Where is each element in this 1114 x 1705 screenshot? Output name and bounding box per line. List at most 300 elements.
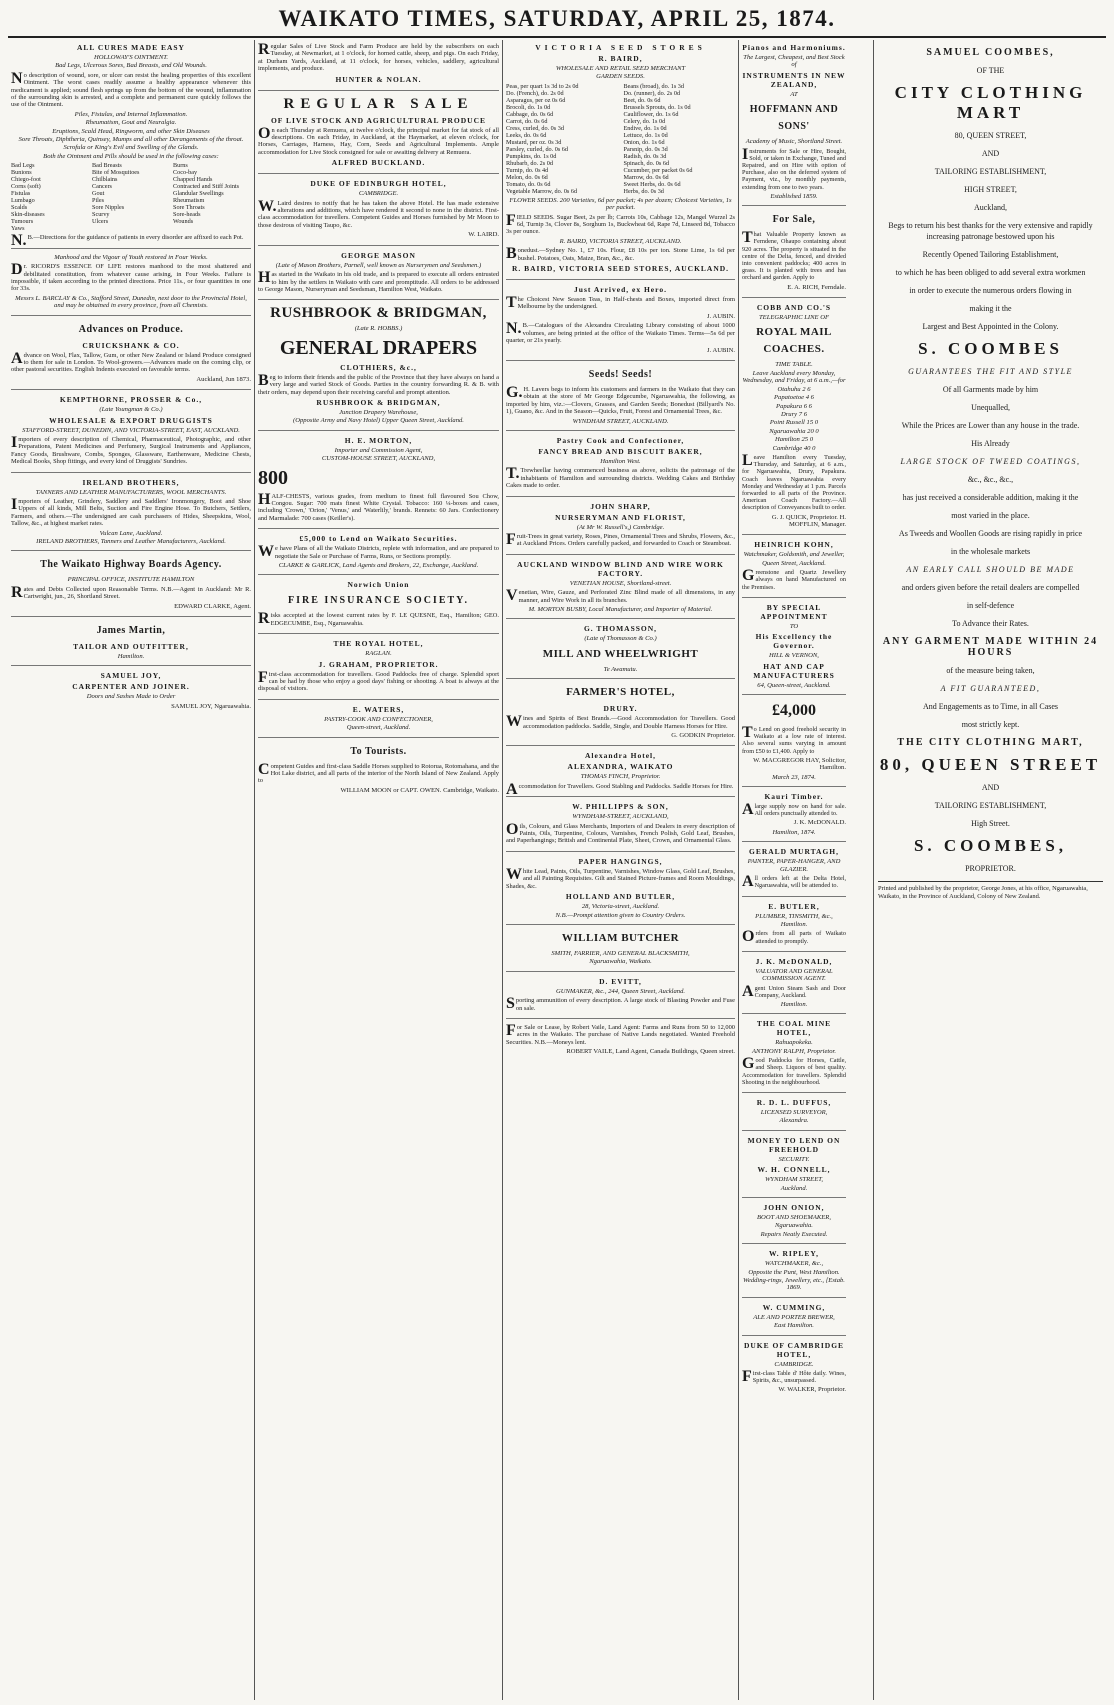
coombes-line: of the measure being taken, bbox=[946, 666, 1035, 675]
ad-title: PAINTER, PAPER-HANGER, AND GLAZIER. bbox=[747, 858, 841, 873]
for-sale-ad bbox=[742, 211, 846, 298]
ad-line: Bad Legs, Ulcerous Sores, Bad Breasts, and Old Wounds. bbox=[55, 62, 207, 70]
mcdonald-ad bbox=[742, 957, 846, 1015]
ad-signature: ANTHONY RALPH, Proprietor. bbox=[751, 1047, 837, 1055]
ad-subheading: Both the Ointment and Pills should be used in the following cases: bbox=[43, 152, 219, 160]
ad-address: Queen-street, Auckland. bbox=[346, 724, 411, 732]
ad-signature: M. MORTON BUSBY, Local Manufacturer, and Importer of Material. bbox=[528, 606, 713, 613]
ad-signature: W. MACGREGOR HAY, Solicitor, Hamilton. bbox=[753, 756, 846, 772]
ad-signature: J. AUBIN. bbox=[706, 312, 735, 320]
ad-line: Eruptions, Scald Head, Ringworm, and other Skin Diseases bbox=[52, 127, 210, 135]
disease-item: Skin-diseases bbox=[11, 211, 45, 219]
ad-body: Sporting ammunition of every description. A large stock of Blasting Powder and Fuse on sale. bbox=[506, 995, 735, 1013]
connell-ad bbox=[742, 1136, 846, 1198]
ad-address: STAFFORD-STREET, DUNEDIN, AND VICTORIA-STREET, EAST, AUCKLAND. bbox=[22, 426, 240, 434]
coombes-line: most varied in the place. bbox=[951, 511, 1030, 520]
ad-heading: REGULAR SALE bbox=[283, 95, 474, 112]
tourists-ad bbox=[258, 743, 499, 801]
time-table-row: Leave Auckland every Monday, Wednesday, and Friday, at 6 a.m.,—for bbox=[742, 369, 846, 385]
seed-price-list bbox=[506, 83, 735, 195]
royal-hotel-ad bbox=[258, 639, 499, 700]
aubin-ad bbox=[506, 285, 735, 361]
disease-item: Scurvy bbox=[92, 211, 110, 219]
ad-subheading: SMITH, FARRIER, AND GENERAL BLACKSMITH, bbox=[551, 949, 690, 957]
lavers-ad bbox=[506, 366, 735, 431]
butler-ad bbox=[742, 902, 846, 952]
ad-place: CAMBRIDGE. bbox=[774, 1360, 814, 1368]
ad-address: (Opposite Army and Navy Hotel) Upper Queen Street, Auckland. bbox=[293, 417, 464, 425]
column-1 bbox=[8, 40, 255, 1700]
seed-price-item: Melon, do. 0s 6d bbox=[506, 173, 548, 181]
ad-body: Rates and Debts Collected upon Reasonable Terms. N.B.—Agent in Auckland: Mr R. Cartwright, jun., 26, Shortland Street. bbox=[11, 583, 251, 601]
ad-label: GARDEN SEEDS. bbox=[596, 73, 645, 81]
ad-footer: R. BAIRD, VICTORIA SEED STORES, AUCKLAND. bbox=[511, 264, 730, 274]
disease-item: Yaws bbox=[11, 225, 25, 233]
masthead-rule bbox=[8, 36, 1106, 38]
ad-quantity: 800 bbox=[258, 466, 288, 489]
ad-body: Agent Union Steam Sash and Door Company, Auckland. bbox=[742, 982, 846, 1000]
sales-ad bbox=[258, 43, 499, 91]
ad-heading: JOHN ONION, bbox=[763, 1203, 825, 1212]
ad-body: Beg to inform their friends and the public of the Province that they have always on hand a very large and varied Stock of Goods. Parties in the country forwarding R. & B. with their orders, may depend upon their receiving careful and prompt attention. bbox=[258, 371, 499, 396]
ad-body: Wedding-rings, Jewellery, etc., [Estab. 1869. bbox=[743, 1277, 845, 1292]
disease-item: Sore Nipples bbox=[92, 204, 125, 212]
holland-ad bbox=[506, 857, 735, 925]
coal-mine-hotel-ad bbox=[742, 1019, 846, 1093]
edinburgh-hotel-ad bbox=[258, 179, 499, 245]
coombes-line: His Already bbox=[971, 439, 1010, 448]
seed-price-item: Cabbage, do. 0s 6d bbox=[506, 110, 554, 118]
ad-place: DRURY. bbox=[603, 704, 638, 714]
ad-note: N.B.—Prompt attention given to Country Orders. bbox=[555, 911, 686, 919]
coombes-line: OF THE bbox=[976, 66, 1005, 75]
regular-sale-ad bbox=[258, 96, 499, 175]
time-table bbox=[742, 370, 846, 452]
ad-body: Risks accepted at the lowest current rates by F. LE QUESNE, Esq., Hamilton; GEO. EDGECUMBE, Esq., Ngaruawahia. bbox=[258, 610, 499, 628]
ad-firm: HOLLAND AND BUTLER, bbox=[565, 892, 676, 902]
coombes-line: &c., &c., &c., bbox=[967, 475, 1014, 484]
ad-firm: H. E. MORTON, bbox=[344, 435, 413, 445]
ripley-ad bbox=[742, 1249, 846, 1298]
ad-firm: CRUICKSHANK & CO. bbox=[82, 340, 180, 350]
coombes-line: THE CITY CLOTHING MART, bbox=[897, 737, 1084, 748]
ad-place: RAGLAN. bbox=[365, 650, 392, 658]
ad-trade: CLOTHIERS, &c., bbox=[340, 362, 417, 372]
ad-body: The Choicest New Season Teas, in Half-chests and Boxes, imported direct from Melbourne by the undersigned. bbox=[506, 294, 735, 312]
ad-title: LICENSED SURVEYOR, bbox=[760, 1108, 828, 1116]
ad-heading: D. EVITT, bbox=[599, 976, 642, 986]
ad-signature: J. K. McDONALD. bbox=[793, 819, 846, 827]
ad-signature: G. GODKIN Proprietor. bbox=[671, 732, 735, 740]
seed-price-item: Spinach, do. 0s 6d bbox=[623, 159, 670, 167]
coombes-line: AND bbox=[981, 149, 1000, 158]
blind-ad bbox=[506, 560, 735, 620]
rushbrook-ad bbox=[258, 305, 499, 430]
seed-price-item: Leeks, do. 0s 6d bbox=[506, 131, 547, 139]
ad-body: No description of wound, sore, or ulcer can resist the healing properties of this excellent Ointment. The worst cases readily assume a healthy appearance whenever this medicament is applied; sound flesh springs up from the bottom of the wound, inflammation of the surrounding skin is arrested, and a complete and permanent cure quickly follows the use of the Ointment. bbox=[11, 69, 251, 109]
ad-body: Competent Guides and first-class Saddle Horses supplied to Rotorua, Rotomahana, and the Hot Lake district, and all parts of the interior of the North Island of New Zealand. Apply to bbox=[258, 760, 499, 785]
ad-body: G.H. Lavers begs to inform his customers and farmers in the Waikato that they can obtain at the store of Mr George Edgecumbe, Ngaruawahia, the following, as imported by him, viz.:—Clovers, Grasses, and Garden Seeds; Bonedust (Billyard's No. 1), Guano, &c. And in the Season—Quicks, Fruit, Forest and Ornamental Trees, &c. bbox=[506, 383, 735, 416]
time-table-row: Papakura 6 6 bbox=[776, 402, 812, 410]
ad-subheading: PRINCIPAL OFFICE, INSTITUTE HAMILTON bbox=[67, 576, 195, 584]
ad-address: WYNDHAM-STREET, AUCKLAND, bbox=[572, 813, 669, 821]
ad-heading: COBB AND CO.'S bbox=[756, 303, 832, 313]
coombes-line: in the wholesale markets bbox=[950, 547, 1031, 556]
waters-ad bbox=[258, 705, 499, 738]
ad-title: GENERAL DRAPERS bbox=[279, 336, 478, 359]
coombes-line: LARGE STOCK OF TWEED COATINGS, bbox=[900, 457, 1081, 466]
ad-name: SAMUEL JOY, bbox=[100, 671, 162, 681]
ad-heading: W. RIPLEY, bbox=[768, 1249, 820, 1259]
ad-field-seeds: FIELD SEEDS. Sugar Beet, 2s per lb; Carrots 10s, Cabbage 12s, Mangel Wurzel 2s 6d, Turnip 3s, Clover 8s, Sorghum 1s, Buckwheat 6d, Rape 7d, Linseed 8d, Tobacco 3s per ounce. bbox=[506, 211, 735, 236]
ad-title: His Excellency the Governor. bbox=[755, 632, 833, 651]
coombes-line: HIGH STREET, bbox=[964, 185, 1017, 194]
disease-item: Bad Legs bbox=[11, 162, 35, 170]
coombes-line: AND bbox=[981, 783, 1000, 792]
ad-address: 28, Victoria-street, Auckland. bbox=[581, 903, 660, 911]
time-table-row: Drury 7 6 bbox=[780, 410, 807, 418]
ad-address: WYNDHAM STREET, bbox=[764, 1176, 824, 1184]
disease-list bbox=[11, 162, 251, 232]
coombes-line: most strictly kept. bbox=[961, 720, 1020, 729]
ad-body: That Valuable Property known as Ferndene, Ohaupo containing about 920 acres. The property is situated in the centre of the Delta, fenced, and divided into convenient paddocks; 400 acres in grass. It is planted with trees and has orchard and garden. Apply to bbox=[742, 229, 846, 282]
disease-item: Tumours bbox=[11, 218, 34, 226]
ad-address: Vulcan Lane, Auckland. bbox=[99, 529, 163, 537]
ad-heading: G. THOMASSON, bbox=[583, 624, 658, 634]
seed-price-item: Tomato, do. 0s 6d bbox=[506, 180, 551, 188]
martin-ad bbox=[11, 622, 251, 666]
ad-body: Orders from all parts of Waikato attended to promptly. bbox=[742, 928, 846, 946]
butcher-ad bbox=[506, 930, 735, 972]
ad-date: Hamilton, 1874. bbox=[772, 828, 816, 836]
ad-heading: Norwich Union bbox=[347, 580, 410, 590]
disease-item: Chiego-foot bbox=[11, 176, 41, 184]
disease-item: Lumbago bbox=[11, 197, 35, 205]
ad-heading: Advances on Produce. bbox=[78, 323, 184, 335]
ad-amount: £4,000 bbox=[772, 702, 816, 720]
ad-trade: TAILOR AND OUTFITTER, bbox=[73, 642, 189, 652]
ad-place: Ngaruawahia, Waikato. bbox=[589, 958, 652, 966]
coombes-line: CITY CLOTHING MART bbox=[894, 83, 1087, 122]
ad-heading: MONEY TO LEND ON FREEHOLD bbox=[747, 1135, 841, 1154]
coombes-line: PROPRIETOR. bbox=[965, 864, 1016, 873]
ad-place: Te Awamutu. bbox=[603, 665, 638, 673]
trewheellar-ad bbox=[506, 436, 735, 497]
ad-title: ALE AND PORTER BREWER, bbox=[753, 1313, 835, 1321]
coombes-line: And Engagements as to Time, in all Cases bbox=[922, 702, 1059, 711]
seed-price-item: Lettuce, do. 1s 0d bbox=[623, 131, 668, 139]
ad-heading: Seeds! Seeds! bbox=[588, 368, 653, 380]
seed-price-item: Beans (broad), do. 1s 3d bbox=[623, 82, 684, 90]
farmers-hotel-ad bbox=[506, 684, 735, 746]
cobb-ad bbox=[742, 303, 846, 535]
seed-price-item: Marrow, do. 0s 6d bbox=[623, 173, 669, 181]
ad-address: 64, Queen-street, Auckland. bbox=[757, 681, 831, 689]
ad-address: CUSTOM-HOUSE STREET, AUCKLAND, bbox=[321, 455, 436, 463]
ad-body: HALF-CHESTS, various grades, from medium to finest full flavoured Sou Chow, Congou. Sugar: 700 mats finest White Crystal. Tobacco: 160 ¼-boxes and cases, including 'Crown,' 'Orion,' 'Venus,' and 'Waterlily,' brands. Rennets: 60 Jars. Confectionery and Marmalade: 700 cases (Keiller's). bbox=[258, 490, 499, 522]
ad-note: N.B.—Catalogues of the Alexandra Circulating Library consisting of about 1000 volumes, are being printed at the office of the Waikato Times. Terms—5s 6d per quarter, or 21s yearly. bbox=[506, 320, 735, 345]
disease-item: Coco-bay bbox=[173, 169, 198, 177]
ad-heading: W. CUMMING, bbox=[762, 1302, 826, 1312]
ireland-ad bbox=[11, 478, 251, 552]
disease-item: Scalds bbox=[11, 204, 28, 212]
ad-title: BOOT AND SHOEMAKER, bbox=[757, 1214, 831, 1221]
disease-item: Chapped Hands bbox=[173, 176, 213, 184]
coombes-line: AN EARLY CALL SHOULD BE MADE bbox=[906, 565, 1075, 574]
ad-heading: Alexandra Hotel, bbox=[585, 751, 656, 761]
ad-heading: VICTORIA SEED STORES bbox=[535, 43, 706, 52]
alexandra-hotel-ad bbox=[506, 751, 735, 797]
ad-subheading: (Late Youngman & Co.) bbox=[99, 406, 163, 414]
ad-place: Opposite the Punt, West Hamilton. bbox=[748, 1268, 840, 1276]
coombes-line: TAILORING ESTABLISHMENT, bbox=[934, 801, 1047, 810]
seed-price-item: Parsley, curled, do. 0s 6d bbox=[506, 145, 568, 153]
ad-heading: R. D. L. DUFFUS, bbox=[756, 1097, 832, 1107]
coombes-line: to which he has been obliged to add several extra workmen bbox=[895, 268, 1086, 277]
disease-item: Wounds bbox=[173, 218, 194, 226]
ad-subheading: HOLLOWAY'S OINTMENT. bbox=[93, 54, 169, 61]
ad-subheading: ALEXANDRA, WAIKATO bbox=[567, 762, 674, 772]
pianos-ad bbox=[742, 43, 846, 206]
ad-line: Sore Throats, Diphtheria, Quinsey, Mumps and all other Derangements of the throat. bbox=[18, 136, 244, 144]
ad-flower-seeds: FLOWER SEEDS. 200 Varieties, 6d per packet; 4s per dozen; Choicest Varieties, 1s per packet. bbox=[509, 196, 732, 212]
time-table-row: Ngaruawahia 20 0 bbox=[769, 427, 819, 435]
seed-price-item: Beet, do. 0s 6d bbox=[623, 96, 661, 104]
coombes-line: Auckland, bbox=[973, 203, 1008, 212]
ad-note: N.B.—Directions for the guidance of patients in every disorder are affixed to each Pot. bbox=[11, 232, 244, 250]
ad-heading: The Waikato Highway Boards Agency. bbox=[40, 559, 222, 571]
ad-signature: E. A. RICH, Ferndale. bbox=[787, 283, 846, 291]
ad-at: AT bbox=[790, 90, 798, 98]
ad-body: Importers of every description of Chemical, Pharmaceutical, Photographic, and other Preparations, Patent Medicines and Perfumery, Surgical Instruments and Appliances, Fancy Goods, Brushware, Combs, Sponges, Glassware, Earthenware, Medicine Chests, Medical Books, Shop fittings, and every kind of Druggists' Sundries. bbox=[11, 433, 251, 466]
ad-to: TO bbox=[789, 622, 799, 630]
ad-signature: CLARKE & GARLICK, Land Agents and Brokers, 22, Exchange, Auckland. bbox=[278, 562, 479, 569]
ad-heading: Kauri Timber. bbox=[764, 792, 824, 802]
holloway-ad bbox=[11, 43, 251, 249]
highway-ad bbox=[11, 556, 251, 617]
ad-place: Hamilton. bbox=[780, 920, 808, 928]
time-table-row: Otahuhu 2 6 bbox=[777, 385, 811, 393]
ad-title: ROYAL MAIL COACHES. bbox=[756, 326, 832, 356]
coombes-line: Largest and Best Appointed in the Colony. bbox=[922, 322, 1059, 331]
ad-heading: THE COAL MINE HOTEL, bbox=[756, 1019, 832, 1038]
seed-price-item: Parsnip, do. 0s 3d bbox=[623, 145, 668, 153]
ad-subheading: (Late of Mason Brothers, Parnell, well known as Nurserymen and Seedsmen.) bbox=[275, 261, 482, 269]
ad-place: Hamilton West. bbox=[600, 457, 641, 465]
ad-subheading: OF LIVE STOCK AND AGRICULTURAL PRODUCE bbox=[270, 115, 487, 125]
ad-firm: IRELAND BROTHERS, bbox=[82, 477, 180, 487]
seed-price-item: Carrot, do. 0s 6d bbox=[506, 117, 548, 125]
disease-item: Sore Throats bbox=[173, 204, 205, 212]
ad-signature: J. AUBIN. bbox=[706, 346, 735, 354]
coombes-line: making it the bbox=[969, 304, 1012, 313]
ad-heading: Manhood and the Vigour of Youth restored in Four Weeks. bbox=[54, 253, 208, 261]
coombes-line: 80, QUEEN STREET bbox=[879, 755, 1102, 774]
ad-firm: R. BAIRD, bbox=[598, 54, 643, 63]
ad-tag: IRELAND BROTHERS, Tanners and Leather Manufacturers, Auckland. bbox=[36, 538, 226, 546]
coombes-line: S. COOMBES bbox=[918, 339, 1063, 358]
ad-body: To Lend on good freehold security in Waikato at a low rate of interest. Also several sums varying in amount from £50 to £1,400. Apply to bbox=[742, 724, 846, 755]
ad-place: Hamilton. bbox=[780, 1000, 808, 1008]
coombes-line: Of all Garments made by him bbox=[942, 385, 1039, 394]
ad-heading: W. PHILLIPPS & SON, bbox=[572, 802, 669, 812]
ad-title: PLUMBER, TINSMITH, &c., bbox=[755, 912, 833, 920]
ad-bonedust: Bonedust.—Sydney No. 1, £7 10s. Flour, £8 10s per ton. Stone Lime, 1s 6d per bushel. Potatoes, Oats, Maize, Bran, &c., &c. bbox=[506, 245, 735, 263]
seed-price-item: Brocoli, do. 1s 0d bbox=[506, 103, 551, 111]
ad-body: Has started in the Waikato in his old trade, and is prepared to execute all orders entrusted to him by the settlers in Waikato with care and promptitude. All orders to be addressed to George Mason, Nurseryman and Seedsman, Hamilton West, Waikato. bbox=[258, 269, 499, 293]
seed-price-item: Cucumber, per packet 0s 6d bbox=[623, 166, 693, 174]
ad-subheading: (Late of Thomasson & Co.) bbox=[584, 635, 657, 643]
ad-body: T.Trewheellar having commenced business as above, solicits the patronage of the inhabitants of Hamilton and surrounding districts. Wedding Cakes and Birthday Cakes made to order. bbox=[506, 465, 735, 490]
ad-signature: G. J. QUICK, Proprietor. H. MOFFLIN, Manager. bbox=[771, 513, 846, 528]
ad-place: Rahuapokeka. bbox=[775, 1039, 813, 1047]
ad-time-table: TIME TABLE. bbox=[775, 361, 813, 369]
ad-body: Instruments for Sale or Hire, Bought, Sold, or taken in Exchange, Tuned and Repaired, and on Hire with option of Purchase, also on the deferred system of Payment, viz., by monthly payments, extending from one to two years. bbox=[742, 145, 846, 191]
seed-price-item: Endive, do. 1s 0d bbox=[623, 124, 667, 132]
ad-heading: BY SPECIAL APPOINTMENT bbox=[760, 602, 828, 621]
coombes-line: Recently Opened Tailoring Establishment, bbox=[922, 250, 1059, 259]
ad-line: Scrofula or King's Evil and Swelling of the Glands. bbox=[63, 144, 199, 152]
disease-item: Bad Breasts bbox=[92, 162, 122, 170]
seed-price-item: Cress, curled, do. 0s 3d bbox=[506, 124, 564, 132]
ad-trade: PASTRY-COOK AND CONFECTIONER, bbox=[324, 715, 433, 723]
ad-place: Junction Drapery Warehouse, bbox=[339, 408, 418, 416]
ad-body: Doors and Sashes Made to Order bbox=[86, 693, 176, 701]
column-5-coombes bbox=[875, 40, 1106, 1700]
coombes-line: and orders given before the retail dealers are compelled bbox=[901, 583, 1080, 592]
disease-item: Bunions bbox=[11, 169, 32, 177]
disease-item: Sore-heads bbox=[173, 211, 201, 219]
ad-subheading: (At Mr W. Russell's,) Cambridge. bbox=[576, 523, 665, 531]
ad-body: First-class accommodation for travellers. Good Paddocks free of charge. Splendid sport can be had by those who enjoy a good days' fishing or shooting. A boat is always at the disposal of visitors. bbox=[258, 668, 499, 693]
disease-item: Rheumatism bbox=[173, 197, 205, 205]
ad-body: All orders left at the Delta Hotel, Ngaruawahia, will be attended to. bbox=[742, 873, 846, 891]
ad-heading: E. BUTLER, bbox=[768, 901, 820, 911]
vaile-ad bbox=[506, 1021, 735, 1062]
column-3 bbox=[503, 40, 739, 1700]
ad-heading: GERALD MURTAGH, bbox=[748, 847, 839, 857]
ad-title: MILL AND WHEELWRIGHT bbox=[542, 647, 699, 660]
ad-heading: AUCKLAND WINDOW BLIND AND WIRE WORK FACTORY. bbox=[517, 559, 724, 578]
ad-title: FIRE INSURANCE SOCIETY. bbox=[288, 595, 469, 607]
ad-body: The Largest, Cheapest, and Best Stock of bbox=[743, 54, 845, 69]
masthead bbox=[0, 0, 1114, 36]
time-table-row: Papatoetoe 4 6 bbox=[774, 394, 814, 402]
coombes-line: Unequalled, bbox=[971, 403, 1010, 412]
seed-price-item: Herbs, do. 0s 3d bbox=[623, 187, 664, 195]
ad-subheading: SECURITY. bbox=[778, 1155, 810, 1163]
ad-body: Fruit-Trees in great variety, Roses, Pines, Ornamental Trees and Shrubs, Flowers, &c., at Auckland Prices. Orders carefully packed, and forwarded to Coach or Steamboat. bbox=[506, 530, 735, 548]
joy-ad bbox=[11, 671, 251, 716]
seed-price-item: Radish, do. 0s 3d bbox=[623, 152, 667, 160]
ad-body: Greenstone and Quartz Jewellery always on hand Manufactured on the Premises. bbox=[742, 567, 846, 591]
coombes-line: has just received a considerable addition, making it the bbox=[902, 493, 1079, 502]
ad-heading: THE ROYAL HOTEL, bbox=[333, 639, 424, 649]
ad-title: WHOLESALE & EXPORT DRUGGISTS bbox=[49, 415, 213, 425]
ad-line: Piles, Fistulas, and Internal Inflammation. bbox=[74, 110, 188, 118]
ad-name: RUSHBROOK & BRIDGMAN, bbox=[316, 397, 441, 407]
coombes-line: S. COOMBES, bbox=[913, 836, 1068, 855]
ad-body: Oils, Colours, and Glass Merchants, Importers of and Dealers in every description of Paints, Oils, Turpentine, Colours, Varnishes, French Polish, Gold Leaf, Brushes, and Paperhangings; British and Continental Plate, Sheet, Crown, and Ornamental Glass. bbox=[506, 820, 735, 845]
phillipps-ad bbox=[506, 802, 735, 852]
ad-signature: R. BAIRD, VICTORIA STREET, AUCKLAND. bbox=[559, 237, 682, 245]
coombes-line: While the Prices are Lower than any house in the trade. bbox=[901, 421, 1080, 430]
ad-place: Alexandra. bbox=[779, 1117, 809, 1125]
ad-address: WYNDHAM STREET, AUCKLAND. bbox=[572, 417, 669, 425]
ad-place: CAMBRIDGE. bbox=[358, 190, 399, 198]
ad-body: Dr. RICORD'S ESSENCE OF LIFE restores manhood to the most shattered and debilitated constitution, from whatever cause arising, in Four Weeks. Failure is impossible, if taken according to the printed directions. Price 11s., or four quantities in one for 33s. bbox=[11, 261, 251, 293]
ad-body: For Sale or Lease, by Robert Vaile, Land Agent: Farms and Runs from 50 to 12,000 acres in the Waikato. The purchase of Native Lands negotiated. Wanted Freehold Securities. N.B.—Moneys lent. bbox=[506, 1021, 735, 1046]
coombes-line: in self-defence bbox=[966, 601, 1015, 610]
seed-price-item: Do. (French), do. 2s 0d bbox=[506, 89, 564, 97]
duffus-ad bbox=[742, 1098, 846, 1131]
ad-body: Advance on Wool, Flax, Tallow, Gum, or other New Zealand or Island Produce consigned to them for sale in London. To Wool-growers.—Advances made on the coming clip, or other pastoral securities. English Indents executed on favorable terms. bbox=[11, 349, 251, 374]
hay-ad bbox=[742, 700, 846, 787]
ad-agent: Messrs L. BARCLAY & Co., Stafford Street, Dunedin, next door to the Provincial Hotel, and may be obtained in every province, from all Chemists. bbox=[15, 294, 247, 310]
manhood-ad bbox=[11, 254, 251, 316]
disease-item: Ulcers bbox=[92, 218, 109, 226]
ad-subheading: VENETIAN HOUSE, Shortland-street. bbox=[569, 579, 672, 587]
coombes-line: GUARANTEES THE FIT AND STYLE bbox=[908, 367, 1073, 376]
murtagh-ad bbox=[742, 847, 846, 896]
kempthorne-ad bbox=[11, 395, 251, 472]
ad-body: Leave Hamilton every Tuesday, Thursday, and Saturday, at 6 a.m., for Ngaruawahia, Drury, Papakura. Coach leaves Ngaruawahia every Monday and Wednesday at 1 p.m. Parcels forwarded to all parts of the Province. American Coach Factory.—All description of Conveyances built to order. bbox=[742, 451, 846, 512]
coombes-line: in order to execute the numerous orders flowing in bbox=[909, 286, 1072, 295]
seed-price-item: Asparagus, per oz 0s 6d bbox=[506, 96, 566, 104]
ad-body: White Lead, Paints, Oils, Turpentine, Varnishes, Window Glass, Gold Leaf, Brushes, and all Painting Requisites. Gilt and Stained Picture-frames and Room Mouldings, Shades, &c. bbox=[506, 865, 735, 890]
ad-date: March 23, 1874. bbox=[772, 773, 816, 781]
seed-price-item: Celery, do. 1s 0d bbox=[623, 117, 666, 125]
ad-heading: FARMER'S HOTEL, bbox=[566, 686, 675, 699]
coombes-line: A FIT GUARANTEED, bbox=[940, 684, 1041, 693]
ad-signature: WILLIAM MOON or CAPT. OWEN. Cambridge, Waikato. bbox=[340, 786, 499, 794]
ad-heading: J. K. McDONALD, bbox=[755, 956, 833, 966]
seed-price-item: Turnip, do. 0s 4d bbox=[506, 166, 549, 174]
coombes-line: High Street. bbox=[971, 819, 1010, 828]
lend-ad bbox=[258, 534, 499, 575]
ad-body: Venetian, Wire, Gauze, and Perforated Zinc Blind made of all dimensions, in any manner, and Wire Work in all its branches. bbox=[506, 587, 735, 605]
ad-body: W.Laird desires to notify that he has taken the above Hotel. He has made extensive alterations and additions, which have rendered it second to none in the district. First-class accommodation for travellers. Competent Guides and Horses furnished by Mr Moon to those desirous of visiting Taupo, &c. bbox=[258, 197, 499, 229]
coombes-line: To Advance their Rates. bbox=[952, 619, 1029, 628]
ad-firm: KEMPTHORNE, PROSSER & Co., bbox=[59, 395, 203, 405]
ad-address: Academy of Music, Shortland Street. bbox=[745, 138, 843, 146]
coombes-line: 80, QUEEN STREET, bbox=[954, 131, 1027, 140]
imprint: Printed and published by the proprietor, George Jones, at his office, Ngaruawahia, Waikato, in the Province of Auckland, Colony of New Zealand. bbox=[878, 881, 1103, 900]
ad-heading: WILLIAM BUTCHER bbox=[561, 931, 680, 944]
disease-item: Burns bbox=[173, 162, 188, 170]
ad-title: INSTRUMENTS IN NEW ZEALAND, bbox=[742, 70, 846, 89]
ad-signature: W. WALKER, Proprietor. bbox=[778, 1386, 846, 1394]
ad-name: E. WATERS, bbox=[352, 704, 405, 714]
ad-subheading: (Late R. HOBBS.) bbox=[354, 325, 403, 333]
ad-title: Importer and Commission Agent, bbox=[334, 446, 423, 454]
seed-price-item: Peas, per quart 1s 3d to 2s 0d bbox=[506, 82, 579, 90]
seed-price-item: Onion, do. 1s 6d bbox=[623, 138, 665, 146]
ad-name: James Martin, bbox=[96, 625, 166, 637]
produce-ad bbox=[11, 321, 251, 391]
disease-item: Contracted and Stiff Joints bbox=[173, 183, 240, 191]
ad-date: Auckland, Jun 1873. bbox=[196, 375, 251, 383]
coombes-line: As Tweeds and Woollen Goods are rising rapidly in price bbox=[898, 529, 1083, 538]
ad-body: Accommodation for Travellers. Good Stabling and Paddocks. Saddle Horses for Hire. bbox=[506, 780, 734, 798]
ad-subheading: WHOLESALE AND RETAIL SEED MERCHANT bbox=[555, 65, 686, 72]
seed-price-item: Brussels Sprouts, do. 1s 0d bbox=[623, 103, 691, 111]
ad-body: Regular Sales of Live Stock and Farm Produce are held by the subscribers on each Tuesday, at Newmarket, at 1 o'clock, for horned cattle, sheep, and pigs. On each Friday, at Durham Yards, Auckland, at 11 o'clock, for horses, vehicles, saddlery, agricultural implements, and produce. bbox=[258, 41, 499, 73]
ad-name: JOHN SHARP, bbox=[590, 501, 651, 511]
coombes-line: Begs to return his best thanks for the very extensive and rapidly increasing patronage bestowed upon his bbox=[888, 221, 1093, 241]
disease-item: Cancers bbox=[92, 183, 112, 191]
ad-body: Good Paddocks for Horses, Cattle, and Sheep. Liquors of best quality. Accommodation for travellers. Splendid Shooting in the neighbourhood. bbox=[742, 1055, 846, 1086]
